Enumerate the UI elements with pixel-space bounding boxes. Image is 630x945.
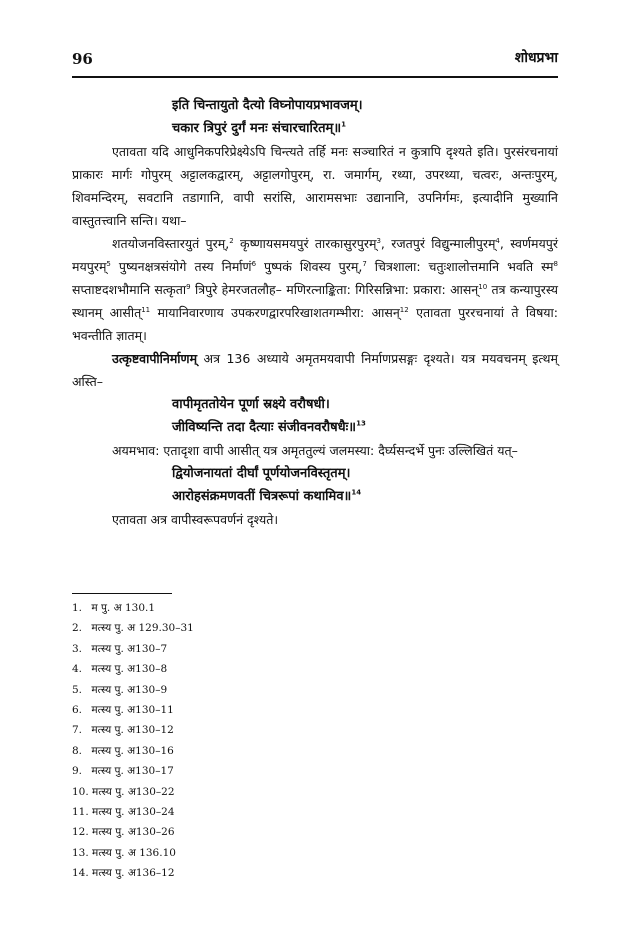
footnote-item [72, 782, 372, 802]
paragraph-4: अयमभाव: एतादृशा वापी आसीत् यत्र अमृततुल्यं जलमस्या: दैर्घ्यसन्दर्भे पुनः उल्लिखितं यत्– [112, 443, 518, 458]
verse-2-line-2 [72, 416, 558, 439]
footnote-ref-8: 8 [553, 259, 558, 268]
footnote-text: मत्स्य पु. अ130–8 [91, 663, 168, 676]
footnote-text: मत्स्य पु. अ130–9 [91, 683, 168, 696]
footnote-text: मत्स्य पु. अ130–17 [91, 765, 174, 778]
footnote-item [72, 618, 372, 638]
section-lead: उत्कृष्टवापीनिर्माणम् [112, 351, 198, 366]
footnote-text: मत्स्य पु. अ130–26 [92, 826, 175, 839]
footnote-ref-3: 3 [376, 236, 381, 245]
p2-seg: कृष्णायसमयपुरं तारकासुरपुरम् [233, 236, 377, 251]
p2-seg: चित्रशाला: चतुःशालोत्तमानि भवति स्म [366, 259, 554, 274]
p2-seg: पुष्पकं शिवस्य पुरम्, [256, 259, 363, 274]
footnote-text: म पु. अ 130.1 [91, 602, 156, 614]
p3-text: अत्र 136 अध्याये अमृतमयवापी निर्माणप्रसङ्गः दृश्यते। यत्र मयवचनम् इत्थम् अस्ति– [72, 351, 558, 389]
footnote-item [72, 700, 372, 720]
footnote-item [72, 720, 372, 740]
footnote-ref-13: 13 [356, 419, 366, 428]
p2-seg: पुष्यनक्षत्रसंयोगे तस्य निर्माणं [110, 259, 252, 274]
paragraph-1: एतावता यदि आधुनिकपरिप्रेक्ष्येऽपि चिन्त्यते तर्हि मनः सञ्चारितं न कुत्रापि दृश्यते इति। पुरसंरचनायां प्राकारः मार्गः गोपुरम् अट्टालकद्वारम्, अट्टालगोपुरम्, रा. जमार्गम्, रथ्या, उपरथ्या, चत्वरः, अन्तःपुरम्, शिवमन्दिरम्, सवटानि तडागानि, वापी सरांसि, आरामसभाः उद्यानानि, उपनिर्गमः, इत्यादीनि मुख्यानि वास्तुतत्त्वानि सन्ति। यथा– [72, 144, 558, 228]
verse-1-line-2-text: चकार त्रिपुरं दुर्गं मनः संचारचारितम्॥ [172, 121, 342, 136]
p2-seg: , स्वर्णमयपुरं मयपुरम् [72, 236, 558, 274]
page-number: 96 [72, 50, 93, 68]
verse-1-line-1: इति चिन्तायुतो दैत्यो विघ्नोपायप्रभावजम्। [172, 98, 363, 113]
p2-seg: , रजतपुरं विद्युन्मालीपुरम् [380, 236, 496, 251]
footnote-text: मत्स्य पु. अ130–22 [92, 785, 175, 798]
footnote-ref-1: 1 [341, 120, 346, 129]
footnote-item [72, 680, 372, 700]
footnotes-list [72, 598, 372, 884]
footnote-item [72, 761, 372, 781]
paragraph-3 [72, 347, 558, 393]
footnote-number: 2. [72, 622, 83, 635]
p2-seg: त्रिपुरे हेमरजतलौह– मणिरत्नाङ्किता: गिरिसन्निभा: प्रकारा: आसन् [190, 282, 479, 297]
footnote-item [72, 802, 372, 822]
footnote-number: 9. [72, 765, 83, 778]
footnote-text: मत्स्य पु. अ130–24 [92, 806, 175, 819]
footnote-ref-14: 14 [351, 488, 362, 497]
footnote-text: मत्स्य पु. अ 136.10 [92, 846, 176, 859]
footnote-number: 10. [72, 785, 89, 798]
footnote-number: 13. [72, 846, 89, 859]
running-title: शोधप्रभा [514, 50, 558, 66]
footnote-ref-7: 7 [362, 259, 367, 268]
page-body [72, 94, 558, 531]
footnote-number: 5. [72, 683, 83, 696]
footnote-text: मत्स्य पु. अ136–12 [92, 867, 175, 880]
footnote-ref-6: 6 [251, 259, 257, 268]
p2-seg: शतयोजनविस्तारयुतं पुरम्, [112, 236, 230, 251]
page-header [72, 48, 558, 78]
footnote-ref-9: 9 [186, 282, 191, 291]
paragraph-2 [72, 232, 558, 347]
footnote-item [72, 659, 372, 679]
verse-2-line-1: वापीमृततोयेन पूर्णा स्रक्ष्ये वरौषधी। [172, 397, 330, 412]
footnote-number: 3. [72, 642, 83, 655]
verse-3-line-2 [72, 485, 558, 508]
footnote-number: 14. [72, 867, 89, 880]
footnote-item [72, 598, 372, 618]
footnote-number: 7. [72, 724, 83, 737]
footnote-item [72, 741, 372, 761]
p2-seg: तत्र कन्यापुरस्य स्थानम् आसीत् [72, 282, 558, 320]
footnote-item [72, 639, 372, 659]
footnote-number: 1. [72, 602, 83, 614]
footnote-text: मत्स्य पु. अ130–16 [91, 744, 174, 757]
p2-seg: एतावता पुररचनायां ते विषया: भवन्तीति ज्ञातम्। [72, 305, 558, 343]
footnote-divider [72, 593, 172, 594]
footnote-item [72, 843, 372, 863]
verse-2-line-2-text: जीविष्यन्ति तदा दैत्याः संजीवनवरौषधैः॥ [172, 420, 357, 435]
footnote-item [72, 822, 372, 842]
footnote-item [72, 863, 372, 883]
footnote-number: 11. [72, 806, 89, 819]
footnote-ref-10: 10 [478, 282, 488, 291]
footnote-number: 12. [72, 826, 89, 839]
footnote-number: 4. [72, 663, 83, 676]
p2-seg: सप्ताष्टदशभौमानि सत्कृता [72, 282, 187, 297]
footnote-ref-11: 11 [141, 305, 151, 314]
verse-3-line-2-text: आरोहसंक्रमणवतीं चित्ररूपां कथामिव॥ [172, 489, 352, 504]
footnote-ref-2: 2 [229, 236, 234, 245]
verse-1-line-2 [72, 117, 558, 140]
footnote-text: मत्स्य पु. अ130–12 [91, 724, 174, 737]
verse-3-line-1: द्वियोजनायतां दीर्घां पूर्णयोजनविस्तृतम्। [172, 466, 351, 481]
footnote-ref-4: 4 [495, 236, 500, 245]
paragraph-5: एतावता अत्र वापीस्वरूपवर्णनं दृश्यते। [112, 512, 279, 527]
footnote-ref-12: 12 [399, 305, 409, 314]
footnote-number: 6. [72, 704, 83, 717]
footnote-text: मत्स्य पु. अ130–11 [91, 704, 174, 717]
footnote-number: 8. [72, 744, 83, 757]
footnote-text: मत्स्य पु. अ 129.30–31 [91, 622, 194, 635]
footnote-text: मत्स्य पु. अ130–7 [91, 642, 168, 655]
p2-seg: मायानिवारणाय उपकरणद्वारपरिखाशतगम्भीरा: आसन् [150, 305, 400, 320]
footnote-ref-5: 5 [106, 259, 111, 268]
